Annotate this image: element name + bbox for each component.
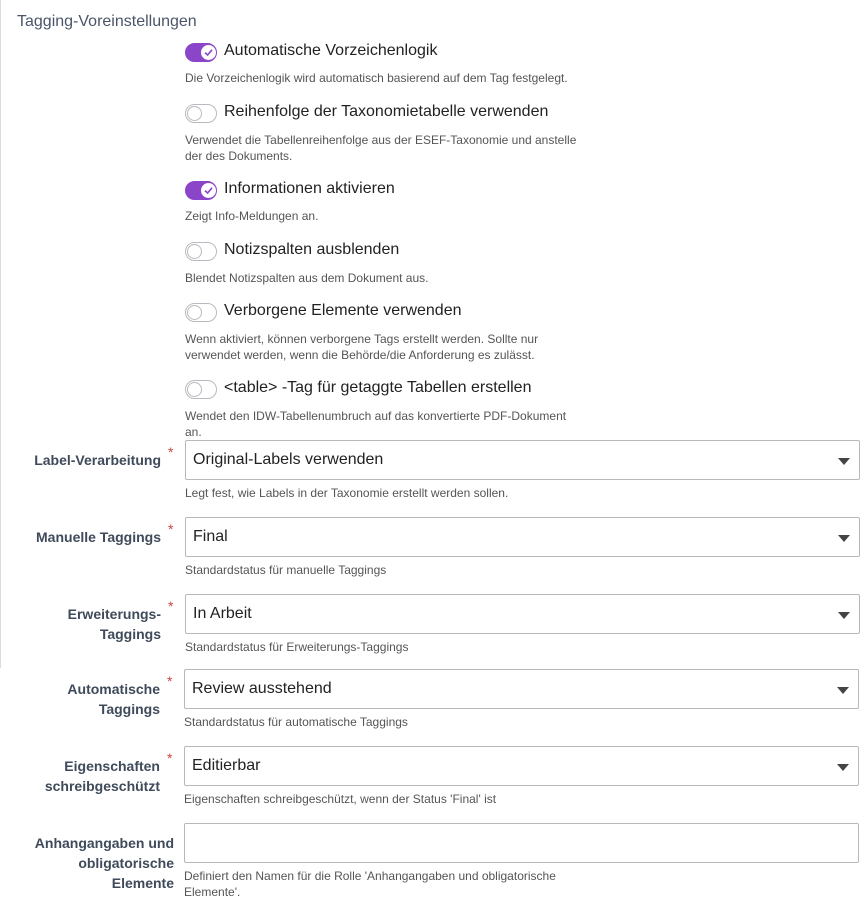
automatic-taggings-label: Automatische Taggings bbox=[67, 681, 160, 717]
label-processing-select[interactable] bbox=[185, 440, 860, 480]
properties-readonly-label: Eigenschaften schreibgeschützt bbox=[44, 758, 160, 794]
taxonomy-order-switch[interactable] bbox=[185, 104, 217, 123]
extension-taggings-select[interactable] bbox=[185, 594, 860, 634]
hide-note-columns-switch[interactable] bbox=[185, 242, 217, 261]
chevron-down-icon bbox=[837, 764, 849, 771]
required-marker: * bbox=[168, 444, 174, 460]
check-icon bbox=[204, 186, 213, 195]
select-value: In Arbeit bbox=[193, 605, 252, 622]
field-help: Legt fest, wie Labels in der Taxonomie erstellt werden sollen. bbox=[185, 486, 509, 500]
toggle-label: Informationen aktivieren bbox=[224, 180, 395, 197]
auto-sign-logic-switch[interactable] bbox=[185, 43, 217, 62]
notes-role-label: Anhangangaben und obligatorische Elemente bbox=[34, 835, 174, 891]
select-value: Final bbox=[193, 528, 228, 545]
label-processing-label: Label-Verarbeitung bbox=[34, 452, 161, 468]
field-help: Standardstatus für Erweiterungs-Taggings bbox=[185, 640, 409, 654]
toggle-label: Verborgene Elemente verwenden bbox=[224, 302, 462, 319]
field-help: Eigenschaften schreibgeschützt, wenn der Status 'Final' ist bbox=[184, 792, 497, 806]
toggle-label: Reihenfolge der Taxonomietabelle verwenden bbox=[224, 103, 549, 120]
chevron-down-icon bbox=[838, 612, 850, 619]
field-help: Standardstatus für automatische Taggings bbox=[184, 715, 408, 729]
field-help: Definiert den Namen für die Rolle 'Anhangangaben und obligatorische Elemente'. bbox=[184, 869, 556, 899]
notes-role-input[interactable] bbox=[184, 823, 859, 863]
enable-info-switch[interactable] bbox=[185, 181, 217, 200]
required-marker: * bbox=[168, 598, 174, 614]
check-icon bbox=[204, 48, 213, 57]
required-marker: * bbox=[167, 673, 173, 689]
field-help: Standardstatus für manuelle Taggings bbox=[185, 563, 387, 577]
table-tag-switch[interactable] bbox=[185, 380, 217, 399]
toggle-label: Notizspalten ausblenden bbox=[224, 241, 400, 258]
toggle-help: Zeigt Info-Meldungen an. bbox=[185, 209, 319, 223]
toggle-help: Blendet Notizspalten aus dem Dokument aus. bbox=[185, 271, 429, 285]
toggle-help: Verwendet die Tabellenreihenfolge aus der ESEF-Taxonomie und anstelle der des Dokuments. bbox=[185, 133, 577, 163]
toggle-help: Wendet den IDW-Tabellenumbruch auf das konvertierte PDF-Dokument an. bbox=[185, 409, 567, 439]
panel-left-border bbox=[0, 0, 1, 668]
automatic-taggings-select[interactable] bbox=[184, 669, 859, 709]
manual-taggings-label: Manuelle Taggings bbox=[36, 529, 161, 545]
select-value: Editierbar bbox=[192, 757, 261, 774]
chevron-down-icon bbox=[838, 535, 850, 542]
toggle-help: Die Vorzeichenlogik wird automatisch basierend auf dem Tag festgelegt. bbox=[185, 71, 568, 85]
properties-readonly-select[interactable] bbox=[184, 746, 859, 786]
select-value: Review ausstehend bbox=[192, 680, 332, 697]
chevron-down-icon bbox=[838, 458, 850, 465]
extension-taggings-label: Erweiterungs- Taggings bbox=[67, 606, 161, 642]
toggle-label: <table> -Tag für getaggte Tabellen erstellen bbox=[224, 379, 532, 396]
required-marker: * bbox=[168, 521, 174, 537]
select-value: Original-Labels verwenden bbox=[193, 451, 384, 468]
toggle-help: Wenn aktiviert, können verborgene Tags erstellt werden. Sollte nur verwendet werden, wenn die Behörde/die Anforderung es zulässt. bbox=[185, 332, 539, 362]
section-title: Tagging-Voreinstellungen bbox=[17, 13, 197, 30]
hidden-elements-switch[interactable] bbox=[185, 303, 217, 322]
required-marker: * bbox=[167, 750, 173, 766]
chevron-down-icon bbox=[837, 687, 849, 694]
manual-taggings-select[interactable] bbox=[185, 517, 860, 557]
toggle-label: Automatische Vorzeichenlogik bbox=[224, 42, 438, 59]
